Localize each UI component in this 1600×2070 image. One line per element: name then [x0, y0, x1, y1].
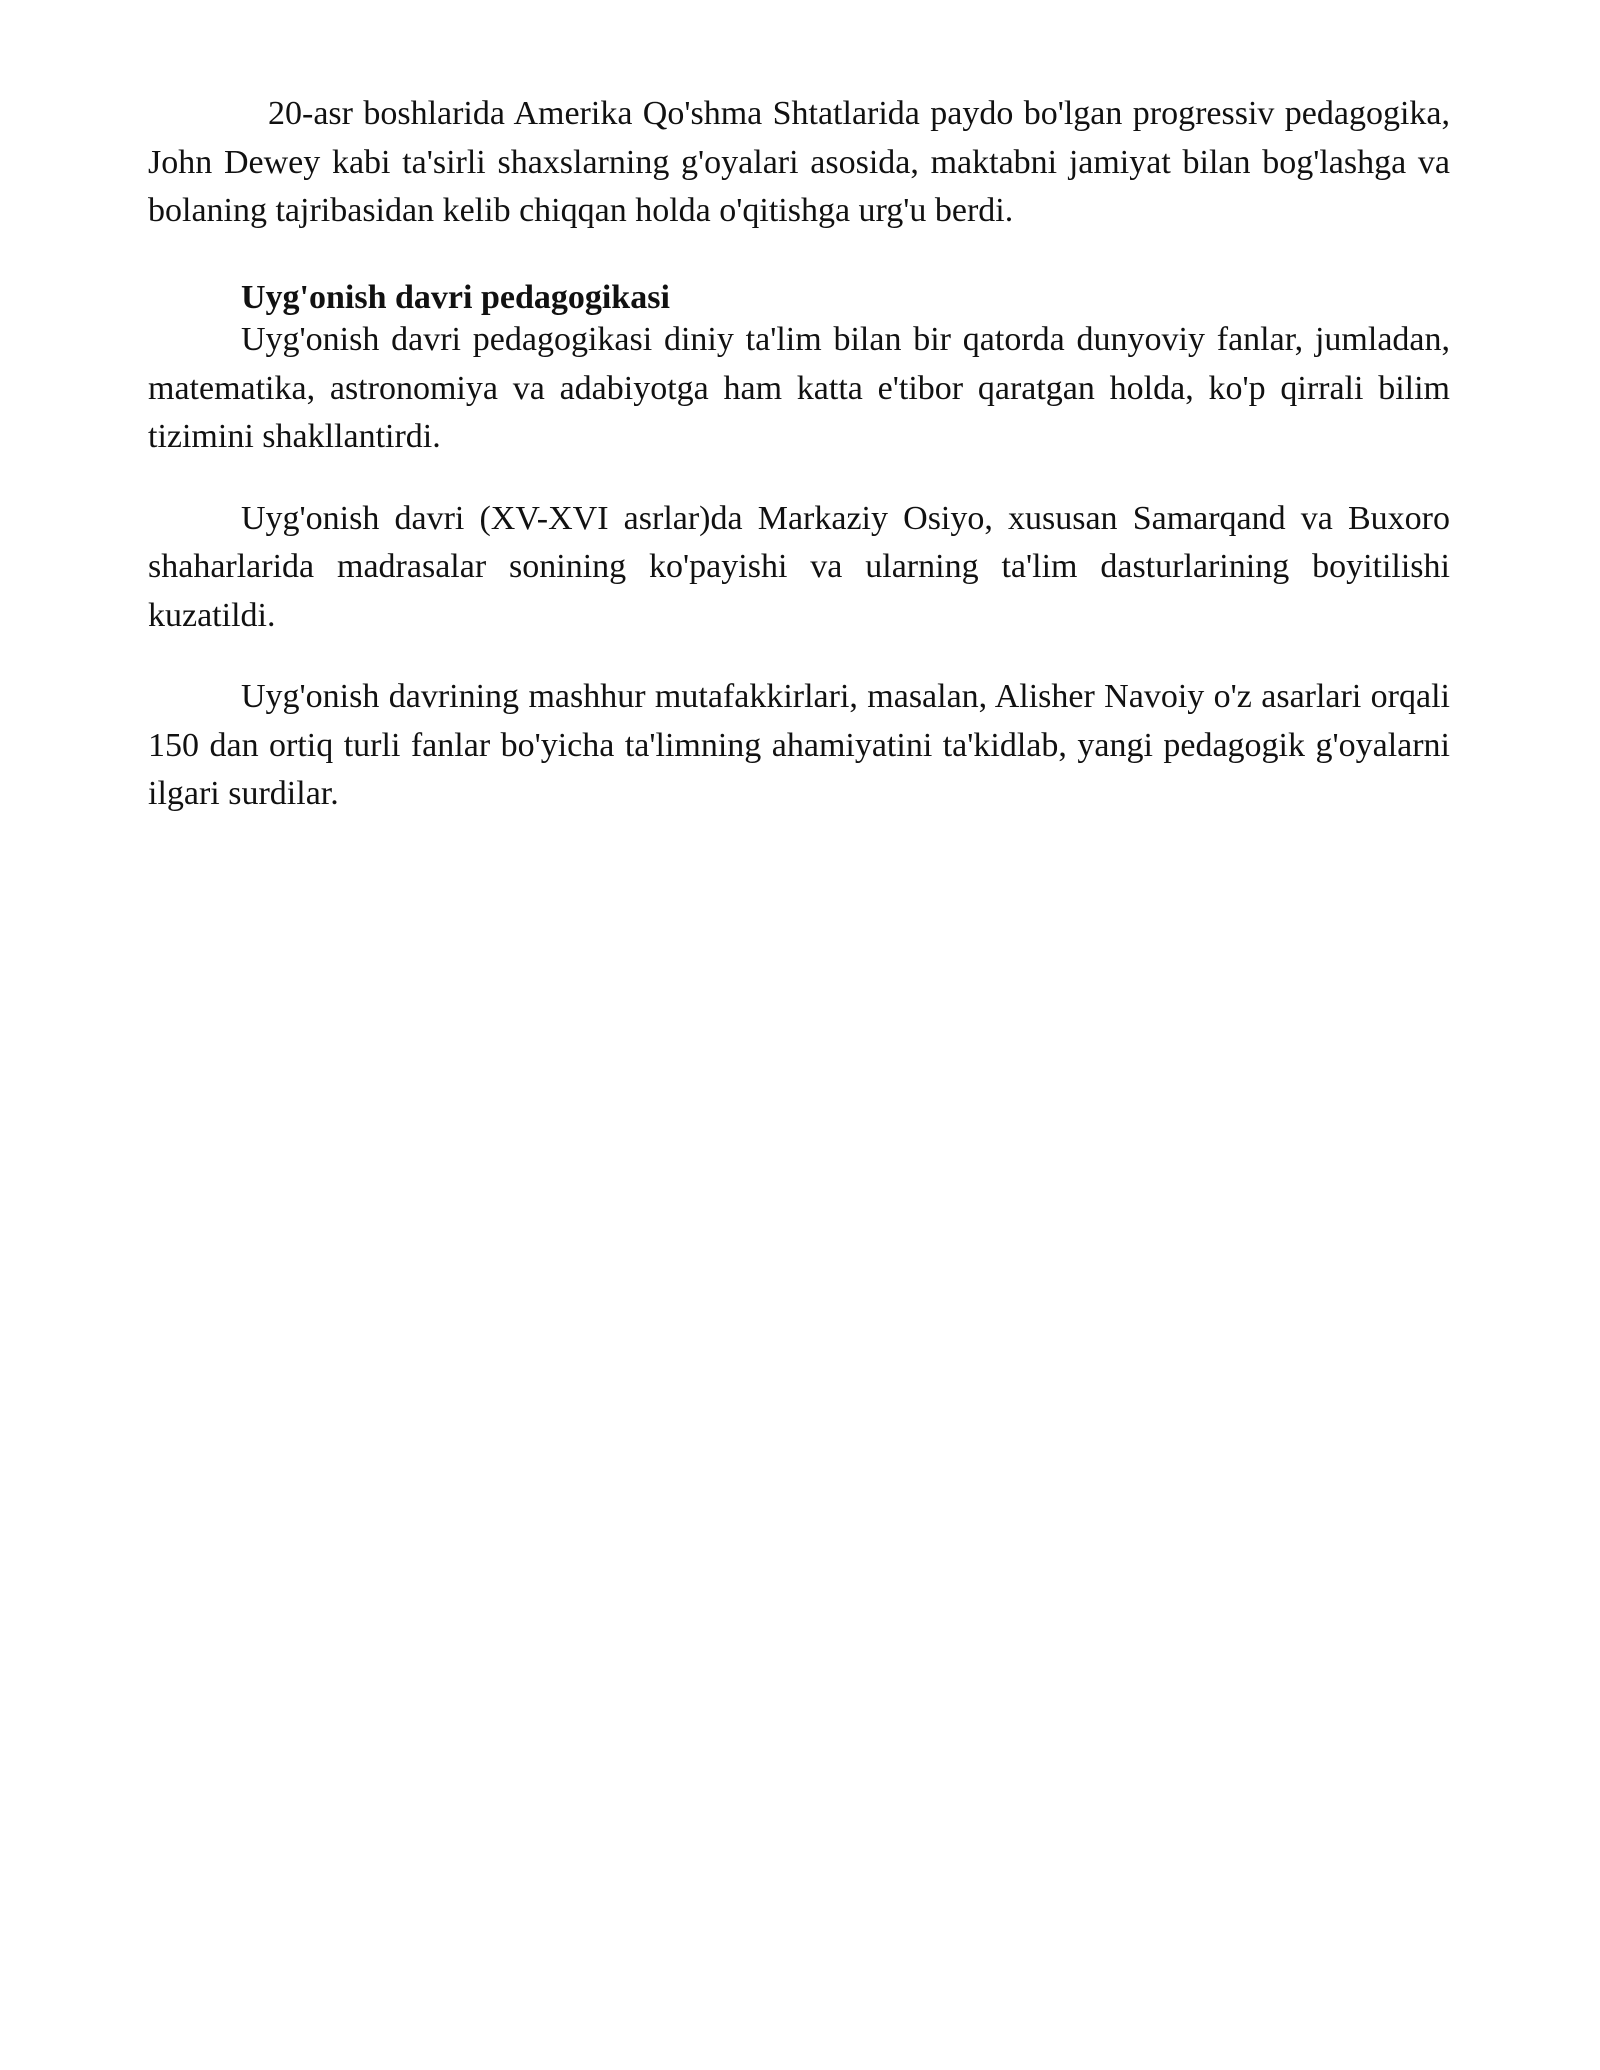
paragraph-alisher-navoiy: Uyg'onish davrining mashhur mutafakkirlari, masalan, Alisher Navoiy o'z asarlari orqali 150 dan ortiq turli fanlar bo'yicha ta'limning ahamiyatini ta'kidlab, yangi pedagogik g'oyalarni ilgari surdilar. — [148, 678, 1450, 812]
section-heading: Uyg'onish davri pedagogikasi — [241, 278, 670, 316]
paragraph-central-asia-madrasas: Uyg'onish davri (XV-XVI asrlar)da Markaziy Osiyo, xususan Samarqand va Buxoro shaharlarida madrasalar sonining ko'payishi va ularning ta'lim dasturlarining boyitilishi kuzatildi. — [148, 499, 1450, 634]
paragraph-renaissance-pedagogy: Uyg'onish davri pedagogikasi diniy ta'lim bilan bir qatorda dunyoviy fanlar, jumladan, matematika, astronomiya va adabiyotga ham katta e'tibor qaratgan holda, ko'p qirrali bilim tizimini shakllantirdi. — [148, 321, 1450, 455]
document-body — [148, 90, 1450, 819]
paragraph-progressive-pedagogy: 20-asr boshlarida Amerika Qo'shma Shtatlarida paydo bo'lgan progressiv pedagogika, John Dewey kabi ta'sirli shaxslarning g'oyalari asosida, maktabni jamiyat bilan bog'lashga va bolaning tajribasidan kelib chiqqan holda o'qitishga urg'u berdi. — [148, 95, 1450, 229]
